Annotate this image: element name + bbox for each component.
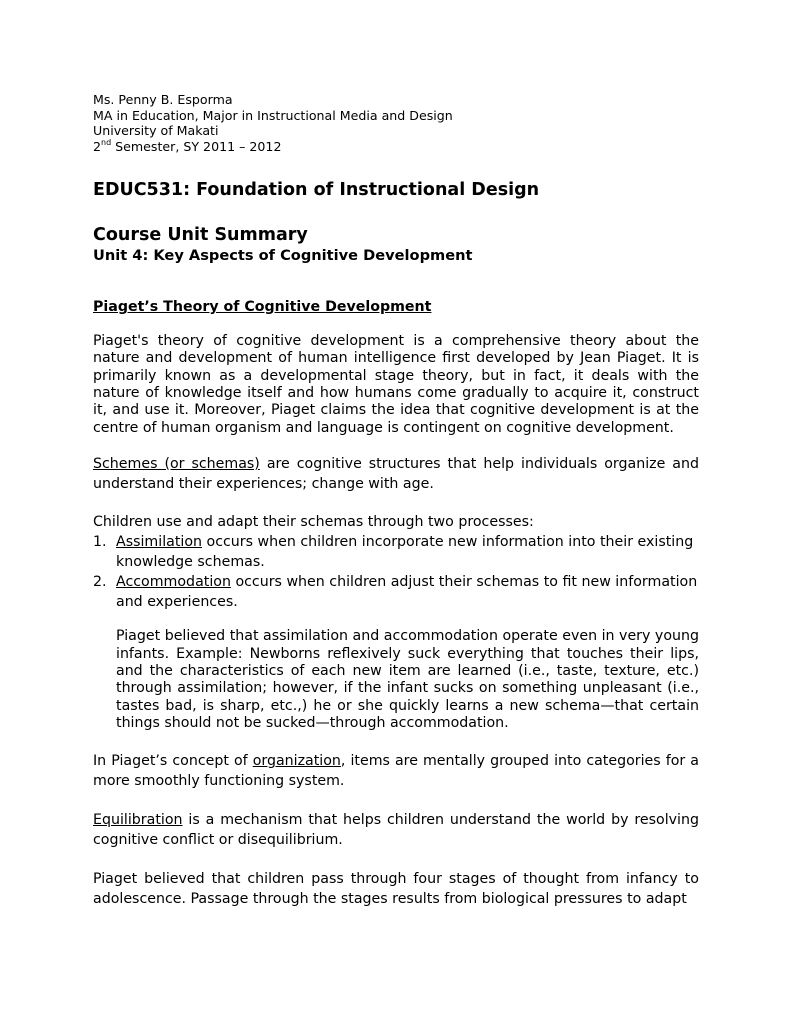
course-title: EDUC531: Foundation of Instructional Design [93,179,540,200]
schemes-term: Schemes (or schemas) [93,456,260,473]
list-item [93,532,699,572]
process-list [93,532,699,612]
stages-paragraph: Piaget believed that children pass through four stages of thought from infancy to adolescence. Passage through the stages results from biological pressures to adapt [93,870,699,907]
list-item [93,572,699,612]
assimilation-term: Assimilation [116,534,203,551]
list-number: 2. [93,574,107,591]
schemes-text: are cognitive structures that help individuals organize and understand their experiences; change with age. [93,456,699,493]
assimilation-text: occurs when children incorporate new information into their existing knowledge schemas. [116,534,694,571]
accommodation-term: Accommodation [116,574,231,591]
semester-number: 2 [93,139,102,155]
processes-intro: Children use and adapt their schemas through two processes: [93,514,534,531]
author-header [93,92,699,155]
summary-title: Course Unit Summary [93,224,308,245]
author-school: University of Makati [93,123,219,139]
semester-line [93,139,699,155]
equilibration-text: is a mechanism that helps children understand the world by resolving cognitive conflict or disequilibrium. [93,811,699,848]
list-number: 1. [93,534,107,551]
intro-paragraph: Piaget's theory of cognitive development is a comprehensive theory about the nature and development of human intelligence first developed by Jean Piaget. It is primarily known as a developmental stage theory, but in fact, it deals with the nature of knowledge itself and how humans come gradually to acquire it, construct it, and use it. Moreover, Piaget claims the idea that cognitive development is at the centre of human organism and language is contingent on cognitive development. [93,332,699,436]
organization-before: In Piaget’s concept of [93,752,253,769]
organization-after: , items are mentally grouped into categories for a more smoothly functioning system. [93,752,699,789]
schemes-paragraph [93,454,699,494]
section-heading: Piaget’s Theory of Cognitive Development [93,298,432,315]
example-paragraph: Piaget believed that assimilation and accommodation operate even in very young infants. Example: Newborns reflexively suck everything that touches their lips, and the characteristics of each new item are learned (i.e., taste, texture, etc.) through assimilation; however, if the infant sucks on something unpleasant (i.e., tastes bad, is sharp, etc.,) he or she quickly learns a new schema—that certain things should not be sucked—through accommodation. [116,628,699,732]
equilibration-paragraph [93,810,699,850]
author-name: Ms. Penny B. Esporma [93,92,233,107]
document-page [93,92,699,909]
unit-title: Unit 4: Key Aspects of Cognitive Development [93,246,473,264]
accommodation-text: occurs when children adjust their schemas to fit new information and experiences. [116,574,698,611]
equilibration-term: Equilibration [93,811,183,828]
organization-paragraph [93,751,699,791]
author-degree: MA in Education, Major in Instructional Media and Design [93,107,453,123]
semester-superscript: nd [101,137,112,147]
semester-text: Semester, SY 2011 – 2012 [111,139,282,155]
organization-term: organization [252,752,341,769]
